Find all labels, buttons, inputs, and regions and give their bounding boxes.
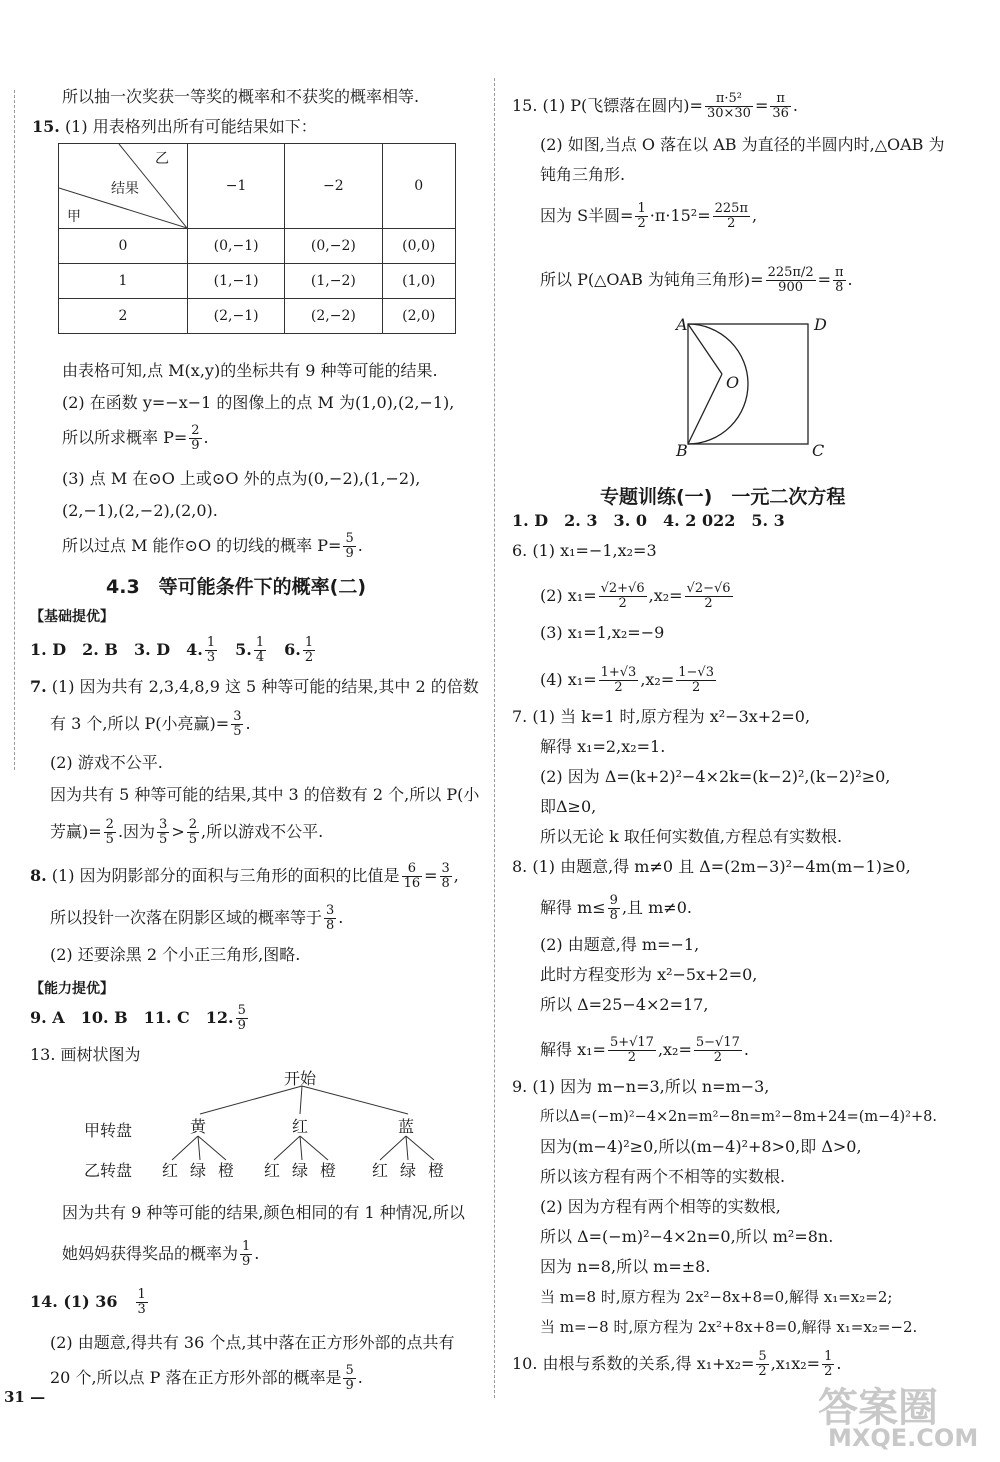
table-cell: (1,0) <box>382 264 456 299</box>
q13-line: 她妈妈获得奖品的概率为 $\frac{1}{9}$ . <box>62 1239 260 1269</box>
table-cell: (2,−2) <box>285 299 382 334</box>
header-yi: 乙 <box>155 151 169 167</box>
tree-node-red: 红 <box>292 1117 309 1136</box>
watermark-url: MXQE.COM <box>828 1424 979 1452</box>
r9-line: 当 m=−8 时,原方程为 2x²+8x+8=0,解得 x₁=x₂=−2. <box>540 1318 918 1336</box>
r6-line: (3) x₁=1,x₂=−9 <box>540 623 665 642</box>
r9-line: (2) 因为方程有两个相等的实数根, <box>540 1197 781 1216</box>
tree-leaf: 绿 <box>400 1161 417 1180</box>
r7-line: 解得 x₁=2,x₂=1. <box>540 737 666 756</box>
table-row <box>59 229 456 264</box>
fig-label-O: O <box>726 373 740 392</box>
r9-line: 9. (1) 因为 m−n=3,所以 n=m−3, <box>512 1077 770 1096</box>
row-label: 1 <box>59 264 188 299</box>
q15-text: (2) 在函数 y=−x−1 的图像上的点 M 为(1,0),(2,−1), <box>62 393 455 412</box>
tree-node-blue: 蓝 <box>398 1117 415 1136</box>
header-jia: 甲 <box>67 209 81 225</box>
q13-line: 因为共有 9 种等可能的结果,颜色相同的有 1 种情况,所以 <box>62 1203 465 1222</box>
r15-line: 钝角三角形. <box>540 165 626 184</box>
r6-line: 6. (1) x₁=−1,x₂=3 <box>512 541 657 560</box>
tree-leaf: 红 <box>264 1161 281 1180</box>
section-title-special: 专题训练(一) 一元二次方程 <box>600 486 846 508</box>
table-row <box>59 299 456 334</box>
tree-leaf: 红 <box>162 1161 179 1180</box>
left-line-1: 所以抽一次奖获一等奖的概率和不获奖的概率相等. <box>62 87 420 106</box>
left-margin-line <box>14 90 15 770</box>
page-number: 31 — <box>4 1388 46 1406</box>
col-header: −2 <box>285 144 382 229</box>
r9-line: 当 m=8 时,原方程为 2x²−8x+8=0,解得 x₁=x₂=2; <box>540 1288 893 1306</box>
r8-line: 解得 m≤ $\frac{9}{8}$ ,且 m≠0. <box>540 893 692 923</box>
table-cell: (1,−1) <box>188 264 285 299</box>
q7-line: (2) 游戏不公平. <box>50 753 163 772</box>
tree-label-yi: 乙转盘 <box>84 1161 133 1180</box>
semicircle-figure <box>672 314 832 454</box>
table-cell: (1,−2) <box>285 264 382 299</box>
section-title-4-3: 4.3 等可能条件下的概率(二) <box>106 576 367 598</box>
tree-leaf: 绿 <box>190 1161 207 1180</box>
r7-line: 即Δ≥0, <box>540 797 597 816</box>
fig-label-D: D <box>814 315 827 334</box>
tree-label-jia: 甲转盘 <box>84 1121 133 1140</box>
q15-text: 所以过点 M 能作⊙O 的切线的概率 P= $\frac{5}{9}$ . <box>62 531 363 561</box>
r8-line: 所以 Δ=25−4×2=17, <box>540 995 709 1014</box>
q8-line: (2) 还要涂黑 2 个小正三角形,图略. <box>50 945 301 964</box>
header-result: 结果 <box>111 181 139 197</box>
fig-label-C: C <box>812 441 825 460</box>
r-answers-1-5: 1. D 2. 3 3. 0 4. 2 022 5. 3 <box>512 511 785 530</box>
q15-text: (2,−1),(2,−2),(2,0). <box>62 501 218 520</box>
watermark-logo: 答案圈 <box>818 1385 938 1431</box>
r8-line: 此时方程变形为 x²−5x+2=0, <box>540 965 758 984</box>
tree-leaf: 绿 <box>292 1161 309 1180</box>
row-label: 0 <box>59 229 188 264</box>
r9-line: 因为 n=8,所以 m=±8. <box>540 1257 711 1276</box>
fraction: $\frac{5}{9}$ <box>345 531 354 561</box>
ability-improve-label: 【能力提优】 <box>30 981 114 997</box>
tree-leaf: 红 <box>372 1161 389 1180</box>
basic-improve-label: 【基础提优】 <box>30 609 114 625</box>
r7-line: (2) 因为 Δ=(k+2)²−4×2k=(k−2)²,(k−2)²≥0, <box>540 767 891 786</box>
q14-line: 20 个,所以点 P 落在正方形外部的概率是 $\frac{5}{9}$ . <box>50 1363 363 1393</box>
r6-line: (4) x₁= $\frac{1+√3}{2}$ ,x₂= $\frac{1-√3}{2}$ <box>540 665 714 695</box>
r8-line: 8. (1) 由题意,得 m≠0 且 Δ=(2m−3)²−4m(m−1)≥0, <box>512 857 911 876</box>
answers-9-12: 9. A 10. B 11. C 12. $\frac{5}{9}$ <box>30 1003 246 1033</box>
tree-leaf: 橙 <box>428 1161 445 1180</box>
column-divider <box>494 78 495 1398</box>
q14-line: 14. (1) 36 $\frac{1}{3}$ <box>30 1287 146 1317</box>
table-corner <box>59 144 188 229</box>
q15-heading: 15. (1) 用表格列出所有可能结果如下： <box>32 117 317 136</box>
r7-line: 7. (1) 当 k=1 时,原方程为 x²−3x+2=0, <box>512 707 811 726</box>
q7-line: 7. (1) 因为共有 2,3,4,8,9 这 5 种等可能的结果,其中 2 的倍数 <box>30 677 479 696</box>
r15-line: 所以 P(△OAB 为钝角三角形)= $\frac{225\pi/2}{900}$ = $\frac{\pi}{8}$ . <box>540 265 853 295</box>
r9-line: 所以 Δ=(−m)²−4×2n=0,所以 m²=8n. <box>540 1227 834 1246</box>
r9-line: 所以该方程有两个不相等的实数根. <box>540 1167 786 1186</box>
q15-text: 所以所求概率 P= $\frac{2}{9}$ . <box>62 423 209 453</box>
q13-heading: 13. 画树状图为 <box>30 1045 141 1064</box>
table-row <box>59 264 456 299</box>
q7-line: 因为共有 5 种等可能的结果,其中 3 的倍数有 2 个,所以 P(小 <box>50 785 480 804</box>
r10-line: 10. 由根与系数的关系,得 x₁+x₂= $\frac{5}{2}$ ,x₁x₂= $\frac{1}{2}$ . <box>512 1349 842 1379</box>
tree-leaf: 橙 <box>320 1161 337 1180</box>
r15-line: 15. (1) P(飞镖落在圆内)= $\frac{\text{π·5²}}{30\times 30}$ = $\frac{\pi}{36}$ . <box>512 91 798 121</box>
fraction: $\frac{2}{9}$ <box>191 423 200 453</box>
r9-line: 因为(m−4)²≥0,所以(m−4)²+8>0,即 Δ>0, <box>540 1137 862 1156</box>
r15-line: (2) 如图,当点 O 落在以 AB 为直径的半圆内时,△OAB 为 <box>540 135 945 154</box>
r8-line: (2) 由题意,得 m=−1, <box>540 935 700 954</box>
fig-label-B: B <box>676 441 688 460</box>
q8-line: 8. (1) 因为阴影部分的面积与三角形的面积的比值是 $\frac{6}{16}$ = $\frac{3}{8}$ , <box>30 861 459 891</box>
q7-line: 有 3 个,所以 P(小亮赢)= $\frac{3}{5}$ . <box>50 709 251 739</box>
table-cell: (0,−1) <box>188 229 285 264</box>
q15-text: 由表格可知,点 M(x,y)的坐标共有 9 种等可能的结果. <box>62 361 438 380</box>
col-header: 0 <box>382 144 456 229</box>
r8-line: 解得 x₁= $\frac{5+√17}{2}$ ,x₂= $\frac{5-√17}{2}$ . <box>540 1035 749 1065</box>
r7-line: 所以无论 k 取任何实数值,方程总有实数根. <box>540 827 843 846</box>
table-cell: (0,0) <box>382 229 456 264</box>
q8-line: 所以投针一次落在阴影区域的概率等于 $\frac{3}{8}$ . <box>50 903 344 933</box>
table-cell: (2,0) <box>382 299 456 334</box>
fig-label-A: A <box>676 315 688 334</box>
result-table <box>58 143 456 334</box>
tree-start: 开始 <box>284 1069 317 1088</box>
answers-1-6: 1. D 2. B 3. D 4. $\frac{1}{3}$ 5. $\frac{1}{4}$ 6. $\frac{1}{2}$ <box>30 635 314 665</box>
q7-line: 芳赢)= $\frac{2}{5}$ .因为 $\frac{3}{5}$ > $\frac{2}{5}$ ,所以游戏不公平. <box>50 817 324 847</box>
table-cell: (2,−1) <box>188 299 285 334</box>
tree-node-yellow: 黄 <box>190 1117 207 1136</box>
col-header: −1 <box>188 144 285 229</box>
tree-leaf: 橙 <box>218 1161 235 1180</box>
r6-line: (2) x₁= $\frac{√2+√6}{2}$ ,x₂= $\frac{√2-√6}{2}$ <box>540 581 731 611</box>
r15-line: 因为 S半圆= $\frac{1}{2}$ ·π·15²= $\frac{225\pi}{2}$ , <box>540 201 758 231</box>
row-label: 2 <box>59 299 188 334</box>
q14-line: (2) 由题意,得共有 36 个点,其中落在正方形外部的点共有 <box>50 1333 455 1352</box>
q15-text: (3) 点 M 在⊙O 上或⊙O 外的点为(0,−2),(1,−2), <box>62 469 421 488</box>
table-cell: (0,−2) <box>285 229 382 264</box>
r9-line: 所以Δ=(−m)²−4×2n=m²−8n=m²−8m+24=(m−4)²+8. <box>540 1109 937 1125</box>
